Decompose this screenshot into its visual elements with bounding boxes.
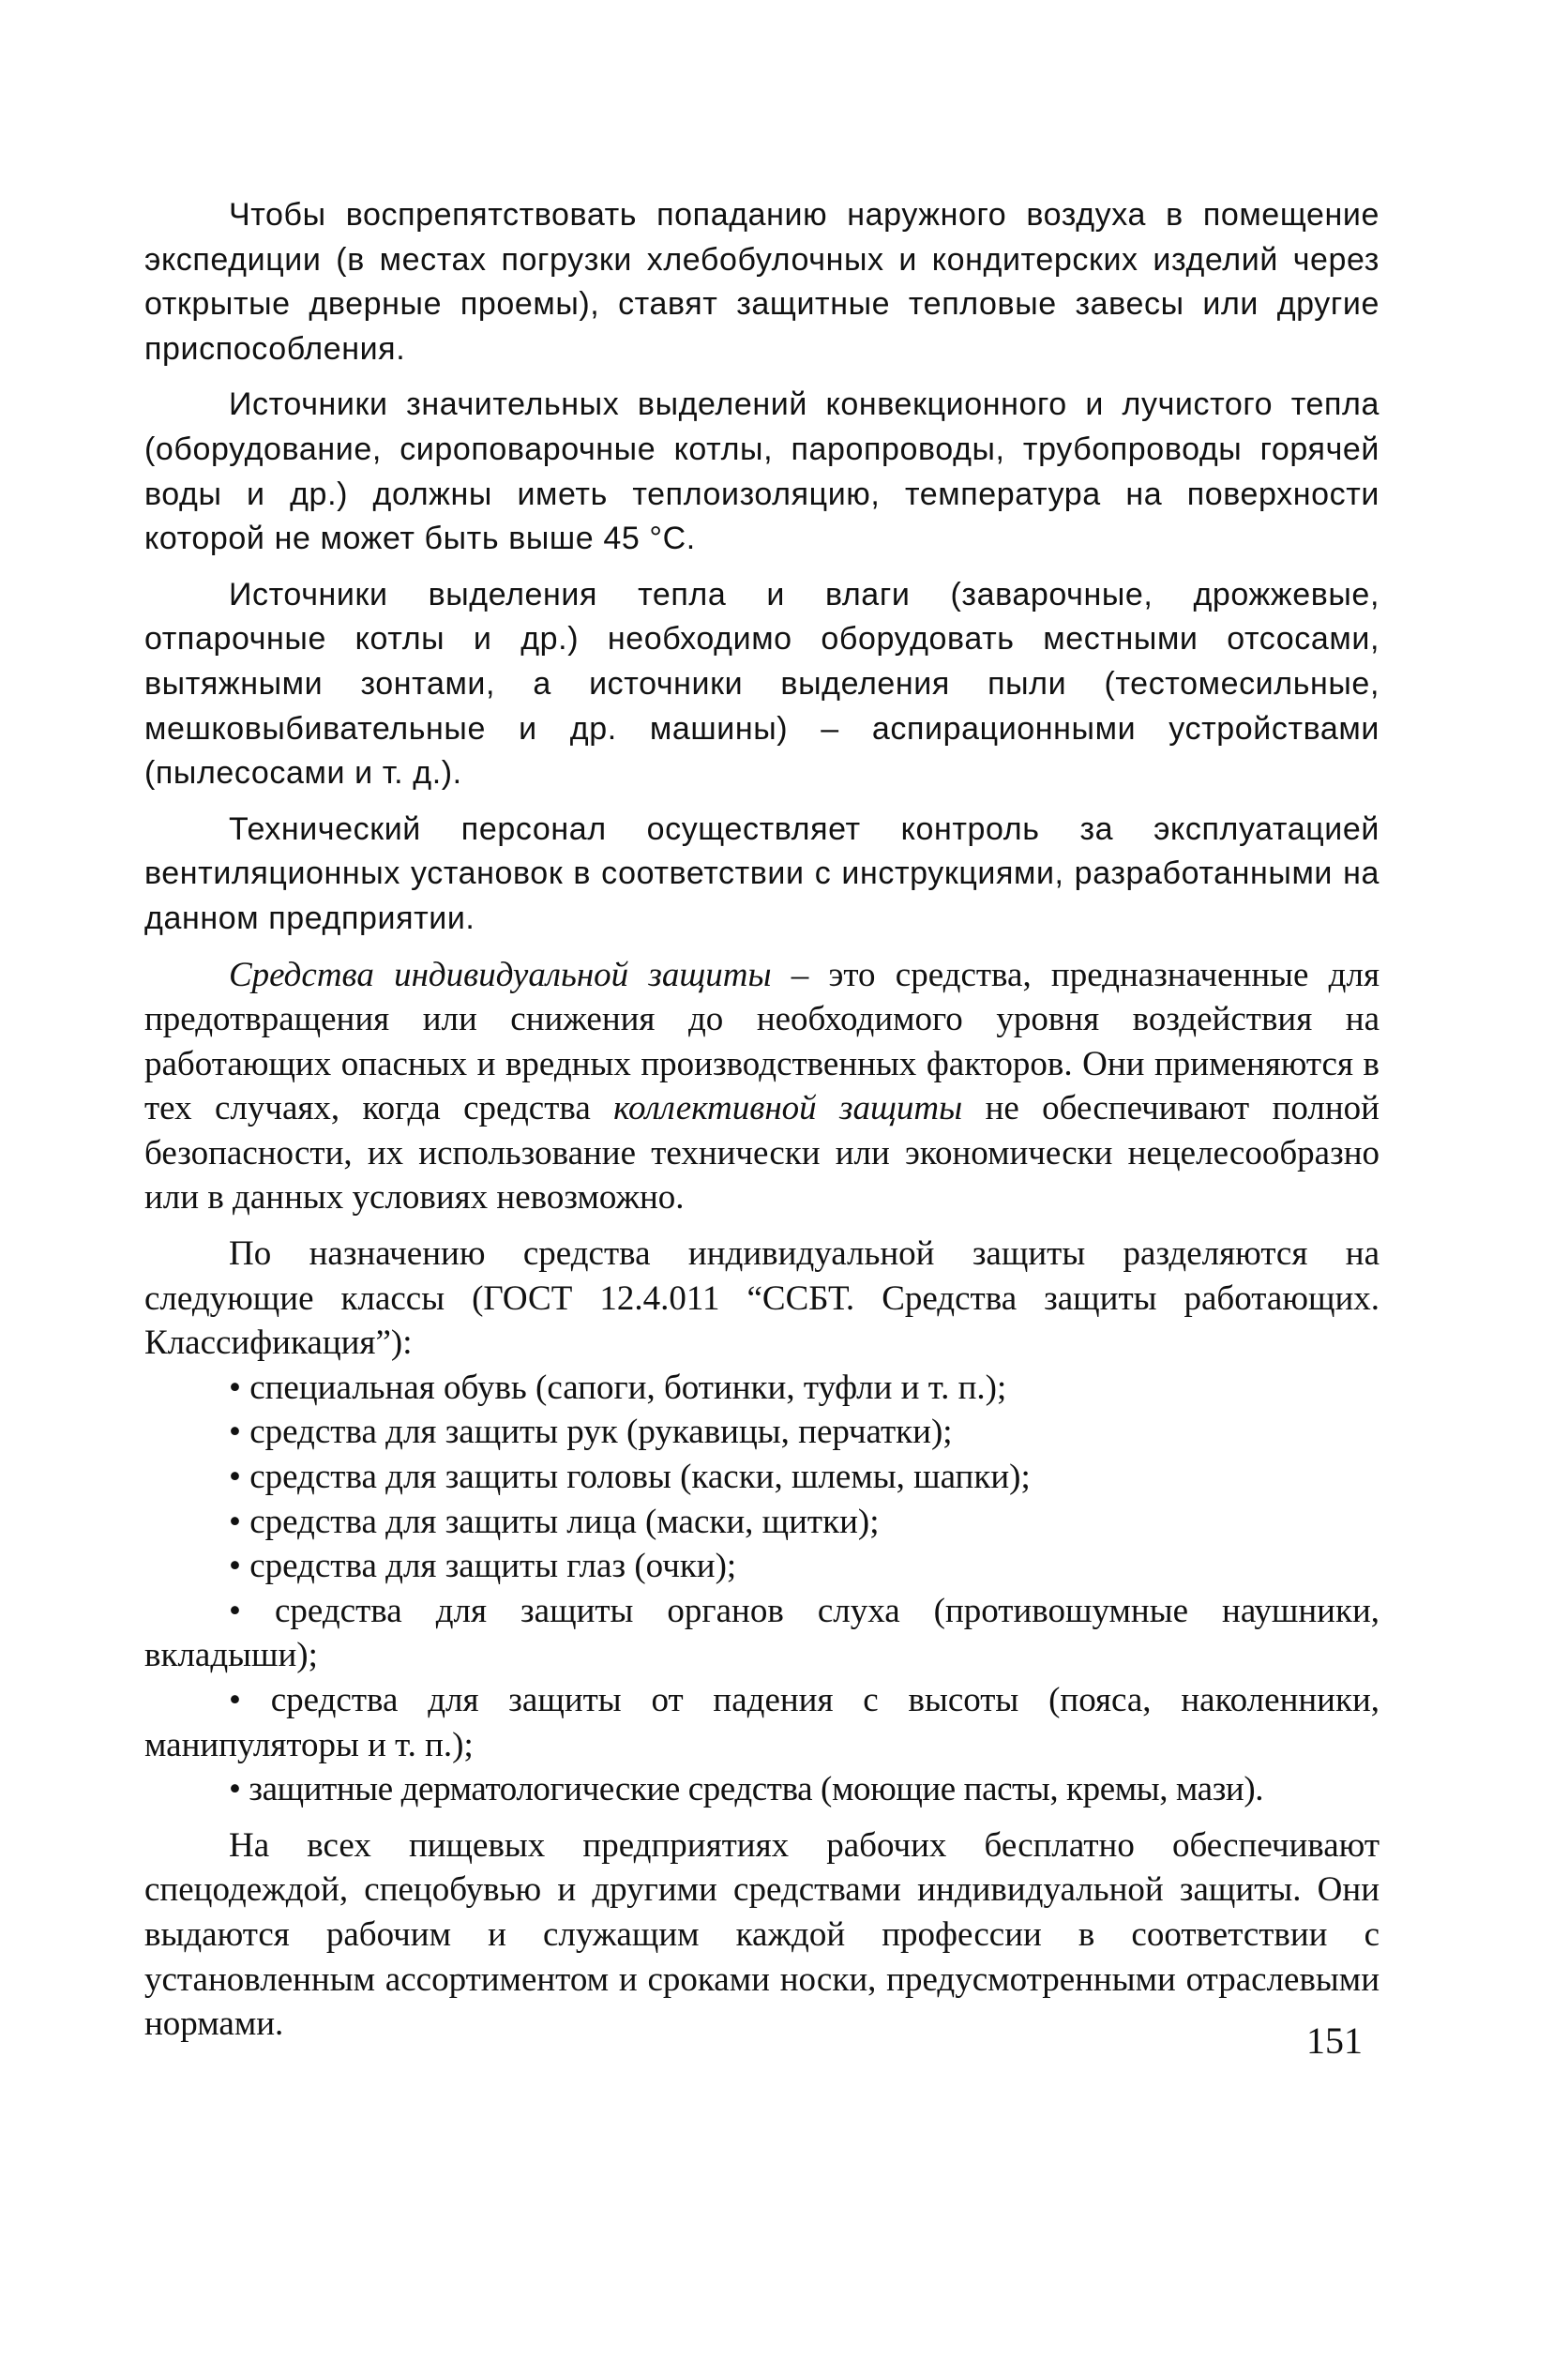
paragraph-moisture-dust: Источники выделения тепла и влаги (заварочные, дрожжевые, отпарочные котлы и др.) необходимо оборудовать местными отсосами, вытяжными зонтами, а источники выделения пыли (тестомесильные, мешковыбивательные и др. машины) – аспирационными устройствами (пылесосами и т. д.). [144, 576, 1380, 792]
ppe-definition-text: – это средства, предназначенные для предотвращения или снижения до необходимого уровня воздействия на работающих опасных и вредных производственных факторов. Они применяются в тех случаях, когда средства [144, 955, 1380, 1128]
ppe-definition-text-end: не обеспечивают полной безопасности, их использование технически или экономически нецелесообразно или в данных условиях невозможно. [144, 1089, 1380, 1218]
page-body [144, 193, 1380, 2047]
term-collective-protection: коллективной защиты [613, 1089, 963, 1128]
list-item: • специальная обувь (сапоги, ботинки, туфли и т. п.); [229, 1368, 1007, 1407]
list-item: • средства для защиты лица (маски, щитки); [229, 1502, 880, 1541]
list-item: • средства для защиты головы (каски, шлемы, шапки); [229, 1458, 1031, 1497]
list-item: • средства для защиты органов слуха (противошумные наушники, вкладыши); [144, 1591, 1380, 1675]
paragraph-ventilation-control: Технический персонал осуществляет контроль за эксплуатацией вентиляционных установок в соответствии с инструкциями, разработанными на данном предприятии. [144, 810, 1380, 936]
term-ppe: Средства индивидуальной защиты [229, 955, 772, 994]
paragraph-heat-sources: Источники значительных выделений конвекционного и лучистого тепла (оборудование, сироповарочные котлы, паропроводы, трубопроводы горячей воды и др.) должны иметь теплоизоляцию, температура на поверхности которой не может быть выше 45 °С. [144, 386, 1380, 557]
list-item: • средства для защиты от падения с высоты (пояса, наколенники, манипуляторы и т. п.); [144, 1681, 1380, 1764]
paragraph-air-curtains: Чтобы воспрепятствовать попаданию наружного воздуха в помещение экспедиции (в местах погрузки хлебобулочных и кондитерских изделий через открытые дверные проемы), ставят защитные тепловые завесы или другие приспособления. [144, 197, 1380, 367]
page-number: 151 [1306, 2020, 1363, 2062]
list-item: • защитные дерматологические средства (моющие пасты, кремы, мази). [229, 1770, 1264, 1809]
list-item: • средства для защиты глаз (очки); [229, 1547, 737, 1586]
list-item: • средства для защиты рук (рукавицы, перчатки); [229, 1413, 953, 1452]
paragraph-workwear: На всех пищевых предприятиях рабочих бесплатно обеспечивают спецодеждой, спецобувью и другими средствами индивидуальной защиты. Они выдаются рабочим и служащим каждой профессии в соответствии с установленным ассортиментом и сроками носки, предусмотренными отраслевыми нормами. [144, 1825, 1380, 2044]
paragraph-ppe-classes: По назначению средства индивидуальной защиты разделяются на следующие классы (ГОСТ 12.4.011 “ССБТ. Средства защиты работающих. Классификация”): [144, 1234, 1380, 1363]
paragraph-ppe-definition [144, 953, 1380, 1221]
